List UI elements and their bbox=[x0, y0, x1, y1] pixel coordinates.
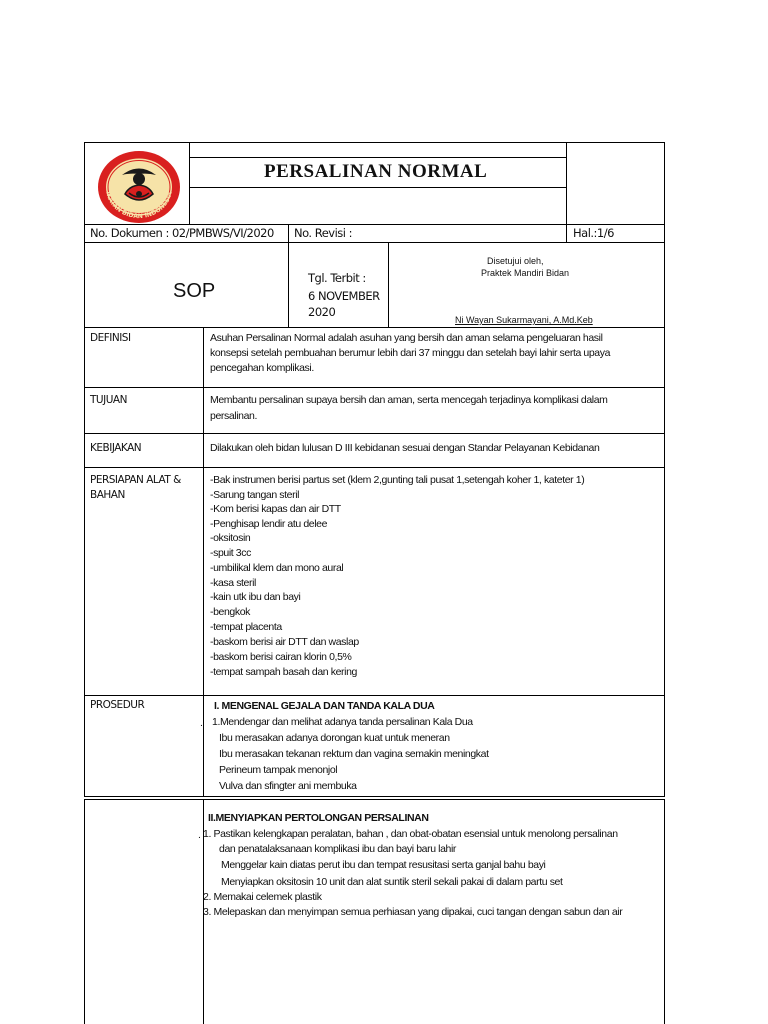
table-border-left bbox=[84, 142, 85, 797]
prosedur-2-item-1-sub: Menyiapkan oksitosin 10 unit dan alat suntik steril sekali pakai di dalam partu set bbox=[221, 876, 563, 888]
issued-label: Tgl. Terbit : bbox=[308, 271, 366, 285]
definisi-line-2: konsepsi setelah pembuahan berumur lebih dari 37 minggu dan setelah bayi lahir serta upaya bbox=[210, 347, 611, 359]
persiapan-label-line2: BAHAN bbox=[90, 489, 125, 501]
header-divider-v2 bbox=[566, 142, 567, 242]
approver-organization: Praktek Mandiri Bidan bbox=[481, 268, 570, 278]
row-divider-1 bbox=[84, 387, 665, 388]
persiapan-item: -bengkok bbox=[210, 606, 250, 618]
row-divider-2 bbox=[84, 433, 665, 434]
tujuan-line-2: persalinan. bbox=[210, 410, 257, 422]
ikatan-bidan-indonesia-logo bbox=[94, 148, 184, 226]
table2-border-top bbox=[84, 799, 665, 800]
svg-text:IKATAN BIDAN INDONESIA: IKATAN BIDAN INDONESIA bbox=[104, 191, 174, 221]
tujuan-line-1: Membantu persalinan supaya bersih dan aman, serta mencegah terjadinya komplikasi dalam bbox=[210, 394, 608, 406]
persiapan-item: -spuit 3cc bbox=[210, 547, 251, 559]
prosedur-2-item-1-cont: dan penatalaksanaan komplikasi ibu dan bayi baru lahir bbox=[219, 843, 456, 855]
persiapan-item: -Sarung tangan steril bbox=[210, 489, 300, 501]
sop-divider-v2 bbox=[388, 242, 389, 327]
page-number: Hal.:1/6 bbox=[573, 226, 614, 240]
kebijakan-text: Dilakukan oleh bidan lulusan D III kebidanan sesuai dengan Standar Pelayanan Kebidanan bbox=[210, 442, 600, 454]
persiapan-item: -tempat sampah basah dan kering bbox=[210, 666, 357, 678]
persiapan-item: -baskom berisi cairan klorin 0,5% bbox=[210, 651, 352, 663]
document-number: No. Dokumen : 02/PMBWS/VI/2020 bbox=[90, 226, 274, 240]
persiapan-item: -baskom berisi air DTT dan waslap bbox=[210, 636, 359, 648]
doc-row-v1 bbox=[288, 224, 289, 242]
definisi-line-3: pencegahan komplikasi. bbox=[210, 362, 314, 374]
table2-border-right bbox=[664, 799, 665, 1024]
persiapan-item: -Kom berisi kapas dan air DTT bbox=[210, 503, 341, 515]
definisi-label: DEFINISI bbox=[90, 332, 131, 344]
kebijakan-label: KEBIJAKAN bbox=[90, 442, 142, 454]
doc-row-bottom bbox=[84, 242, 665, 243]
prosedur-item-1: 1.Mendengar dan melihat adanya tanda persalinan Kala Dua bbox=[212, 716, 473, 728]
revision-number: No. Revisi : bbox=[294, 226, 353, 240]
prosedur-sub-item: Ibu merasakan adanya dorongan kuat untuk meneran bbox=[219, 732, 450, 744]
persiapan-item: -oksitosin bbox=[210, 532, 251, 544]
prosedur-dot: . bbox=[198, 829, 201, 841]
prosedur-heading-1: I. MENGENAL GEJALA DAN TANDA KALA DUA bbox=[214, 700, 435, 712]
prosedur-2-item-1: 1. Pastikan kelengkapan peralatan, bahan , dan obat-obatan esensial untuk menolong persalinan bbox=[203, 828, 618, 840]
prosedur-label: PROSEDUR bbox=[90, 699, 145, 711]
prosedur-sub-item: Vulva dan sfingter ani membuka bbox=[219, 780, 357, 792]
sop-divider-v1 bbox=[288, 242, 289, 327]
persiapan-item: -tempat placenta bbox=[210, 621, 282, 633]
approver-name: Ni Wayan Sukarmayani, A.Md.Keb bbox=[455, 315, 593, 325]
persiapan-item: -Bak instrumen berisi partus set (klem 2,gunting tali pusat 1,setengah koher 1, kateter 1) bbox=[210, 474, 585, 486]
prosedur-dot: . bbox=[200, 717, 203, 729]
prosedur-heading-2: II.MENYIAPKAN PERTOLONGAN PERSALINAN bbox=[208, 812, 429, 824]
issued-date-line2: 2020 bbox=[308, 305, 336, 319]
persiapan-label-line1: PERSIAPAN ALAT & bbox=[90, 474, 181, 486]
table-border-bottom bbox=[84, 796, 665, 797]
definisi-line-1: Asuhan Persalinan Normal adalah asuhan yang bersih dan aman selama pengeluaran hasil bbox=[210, 332, 603, 344]
prosedur-sub-item: Perineum tampak menonjol bbox=[219, 764, 338, 776]
title-line-top bbox=[189, 157, 566, 158]
prosedur-2-item-1-sub: Menggelar kain diatas perut ibu dan tempat resusitasi serta ganjal bahu bayi bbox=[221, 859, 546, 871]
prosedur-sub-item: Ibu merasakan tekanan rektum dan vagina semakin meningkat bbox=[219, 748, 489, 760]
persiapan-item: -umbilikal klem dan mono aural bbox=[210, 562, 344, 574]
table-border-right bbox=[664, 142, 665, 797]
persiapan-item: -kasa steril bbox=[210, 577, 256, 589]
approved-by-label: Disetujui oleh, bbox=[487, 256, 544, 266]
issued-date-line1: 6 NOVEMBER bbox=[308, 289, 380, 303]
table-border-top bbox=[84, 142, 665, 143]
title-line-bottom bbox=[189, 187, 566, 188]
persiapan-item: -Penghisap lendir atu delee bbox=[210, 518, 328, 530]
tujuan-label: TUJUAN bbox=[90, 394, 127, 406]
prosedur-2-item-3: 3. Melepaskan dan menyimpan semua perhiasan yang dipakai, cuci tangan dengan sabun dan air bbox=[203, 906, 623, 918]
header-divider-v bbox=[189, 142, 190, 224]
row-divider-4 bbox=[84, 695, 665, 696]
table2-border-left bbox=[84, 799, 85, 1024]
document-title: PERSALINAN NORMAL bbox=[264, 161, 488, 182]
row-divider-3 bbox=[84, 467, 665, 468]
sop-label: SOP bbox=[173, 280, 216, 302]
persiapan-item: -kain utk ibu dan bayi bbox=[210, 591, 301, 603]
prosedur-2-item-2: 2. Memakai celemek plastik bbox=[203, 891, 322, 903]
label-column-divider bbox=[203, 327, 204, 797]
